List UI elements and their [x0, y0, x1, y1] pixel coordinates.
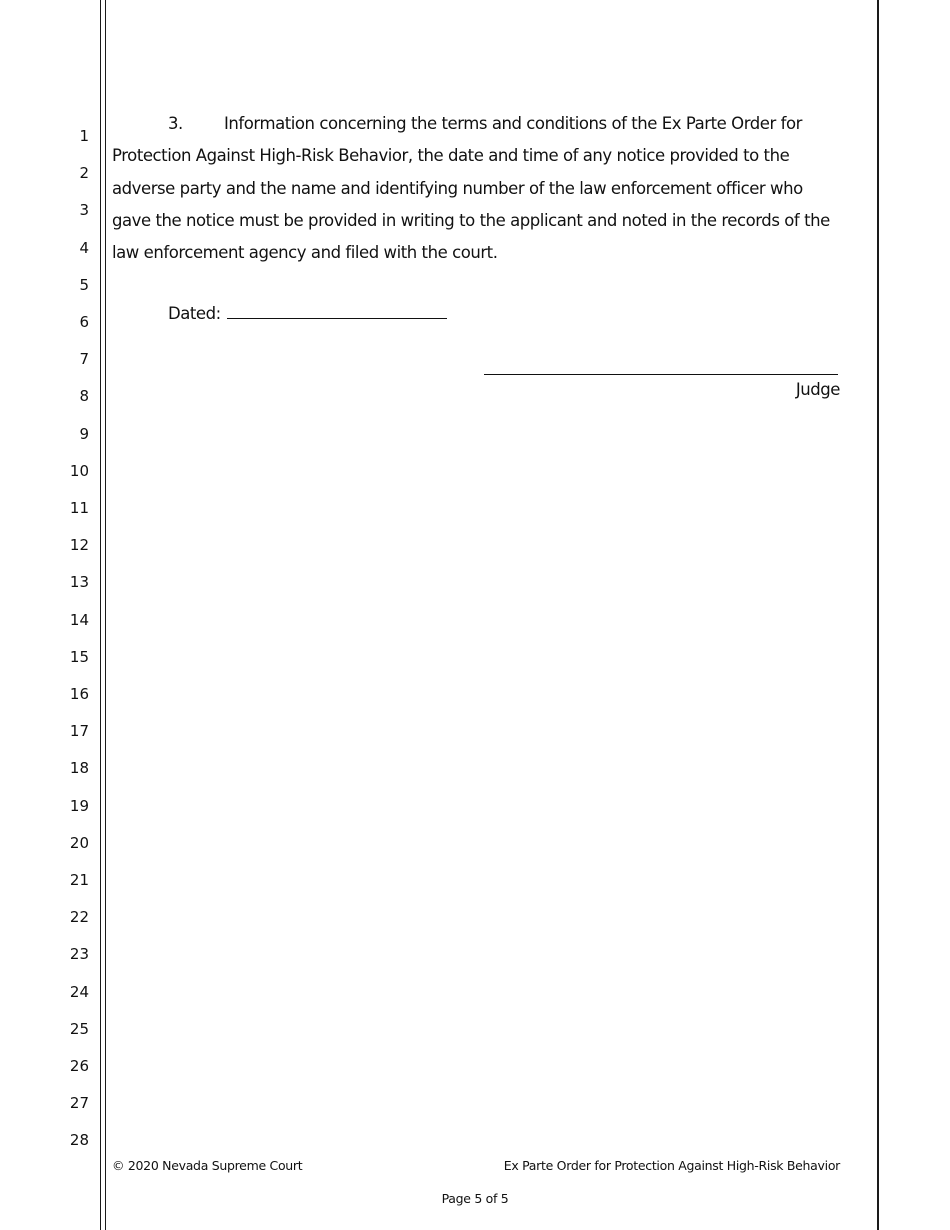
line-number: 5 — [79, 275, 89, 294]
line-number: 28 — [69, 1131, 89, 1150]
left-margin-rule — [100, 0, 101, 1230]
paragraph-text: Information concerning the terms and conditions of the Ex Parte Order for Protection Against High-Risk Behavior, the date and time of any notice provided to the adverse party and the name and identifying number of the law enforcement officer who gave the notice must be provided in writing to the applicant and noted in the records of the law enforcement agency and filed with the court. — [112, 114, 830, 263]
paragraph-number: 3. — [168, 114, 183, 133]
judge-label: Judge — [795, 380, 840, 399]
paragraph-3 — [112, 108, 842, 269]
page-number: Page 5 of 5 — [441, 1191, 509, 1206]
line-number: 2 — [79, 164, 89, 183]
line-number: 23 — [69, 945, 89, 964]
line-number: 27 — [69, 1094, 89, 1113]
dated-label: Dated: — [168, 304, 221, 323]
line-number: 19 — [69, 796, 89, 815]
line-number: 26 — [69, 1057, 89, 1075]
line-number: 14 — [69, 610, 89, 629]
line-number: 8 — [79, 387, 89, 406]
line-number: 4 — [79, 238, 89, 257]
left-margin-rule-inner — [105, 0, 106, 1230]
line-number: 9 — [79, 424, 89, 443]
line-number: 12 — [69, 536, 89, 555]
footer-copyright: © 2020 Nevada Supreme Court — [112, 1158, 303, 1173]
line-number: 13 — [69, 573, 89, 592]
line-number: 20 — [69, 833, 89, 852]
line-number: 16 — [69, 685, 89, 703]
right-margin-rule — [877, 0, 879, 1230]
line-number: 15 — [69, 647, 89, 666]
line-number: 10 — [69, 461, 89, 480]
line-number: 22 — [69, 908, 89, 927]
line-number: 3 — [79, 201, 89, 220]
dated-row — [168, 302, 447, 326]
judge-signature-line — [484, 374, 838, 375]
dated-blank-line — [227, 304, 447, 319]
line-number: 17 — [69, 722, 89, 741]
line-number: 6 — [79, 313, 89, 331]
line-number: 21 — [69, 871, 89, 889]
line-number: 24 — [69, 982, 89, 1001]
line-number: 18 — [69, 759, 89, 778]
line-number: 11 — [69, 499, 89, 517]
line-number: 25 — [69, 1019, 89, 1038]
footer-form-title: Ex Parte Order for Protection Against High-Risk Behavior — [503, 1158, 840, 1173]
line-number: 7 — [79, 350, 89, 369]
line-number: 1 — [79, 127, 89, 145]
pleading-line-numbers — [0, 0, 95, 1230]
